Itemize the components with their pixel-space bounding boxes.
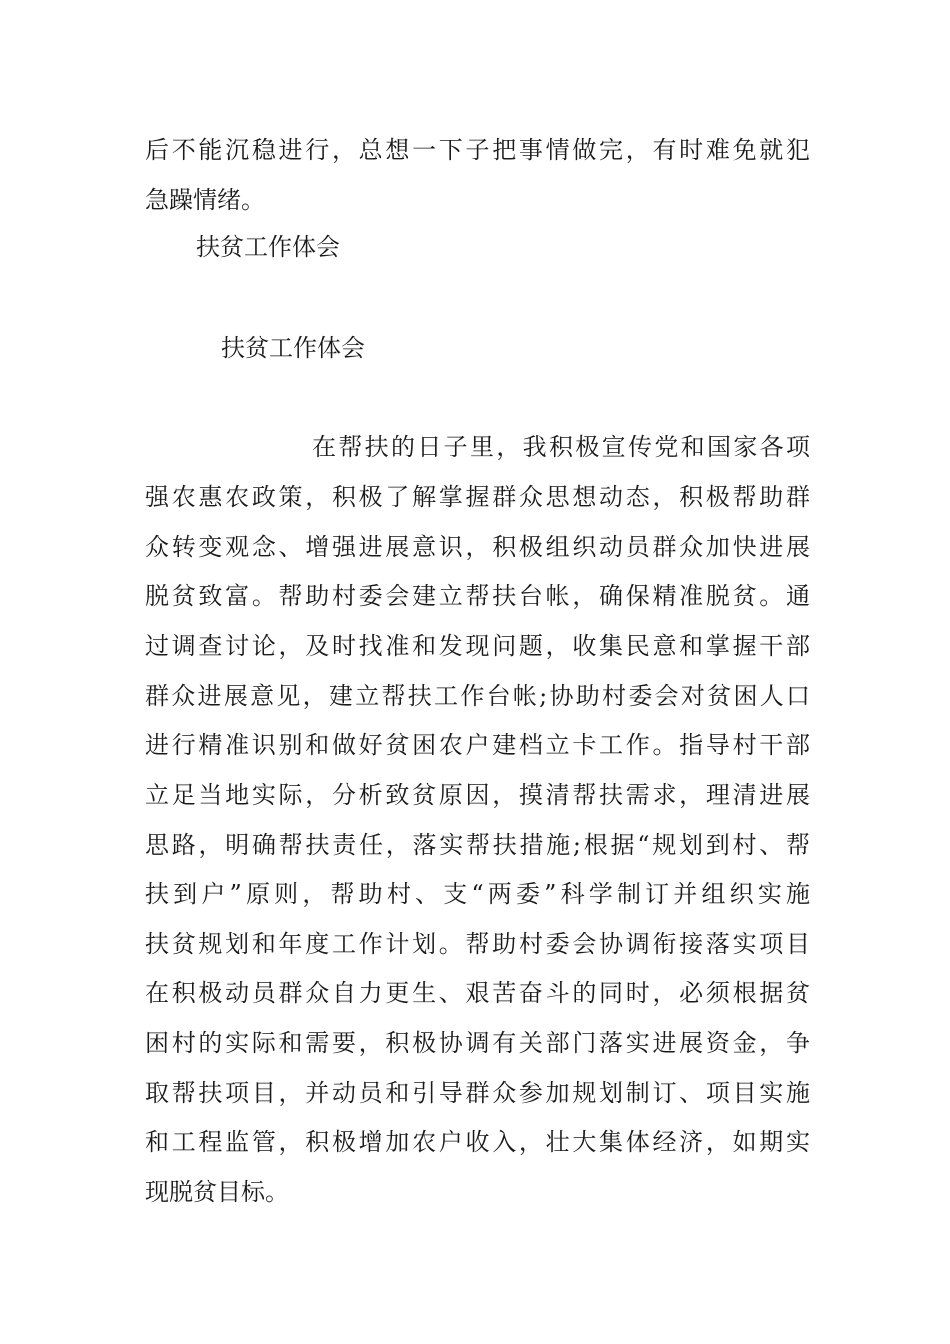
body-line-15: 和工程监管，积极增加农户收入，壮大集体经济，如期实 xyxy=(145,1128,810,1156)
body-line-14: 取帮扶项目，并动员和引导群众参加规划制订、项目实施 xyxy=(145,1079,810,1107)
body-line-13: 困村的实际和需要，积极协调有关部门落实进展资金，争 xyxy=(145,1029,810,1057)
body-line-16: 现脱贫目标。 xyxy=(145,1178,289,1206)
continuation-line-2: 急躁情绪。 xyxy=(145,186,265,214)
body-line-1: 在帮扶的日子里，我积极宣传党和国家各项 xyxy=(312,433,810,461)
body-line-12: 在积极动员群众自力更生、艰苦奋斗的同时，必须根据贫 xyxy=(145,979,810,1007)
section-heading: 扶贫工作体会 xyxy=(196,233,340,261)
body-line-10: 扶到户”原则，帮助村、支“两委”科学制订并组织实施 xyxy=(145,880,810,908)
document-title: 扶贫工作体会 xyxy=(221,334,365,362)
body-line-2: 强农惠农政策，积极了解掌握群众思想动态，积极帮助群 xyxy=(145,483,810,511)
body-line-4: 脱贫致富。帮助村委会建立帮扶台帐，确保精准脱贫。通 xyxy=(145,582,810,610)
body-line-6: 群众进展意见，建立帮扶工作台帐;协助村委会对贫困人口 xyxy=(145,682,810,710)
body-line-7: 进行精准识别和做好贫困农户建档立卡工作。指导村干部 xyxy=(145,731,810,759)
body-line-11: 扶贫规划和年度工作计划。帮助村委会协调衔接落实项目 xyxy=(145,930,810,958)
continuation-line-1: 后不能沉稳进行，总想一下子把事情做完，有时难免就犯 xyxy=(145,136,810,164)
body-line-9: 思路，明确帮扶责任，落实帮扶措施;根据“规划到村、帮 xyxy=(145,831,810,859)
body-line-8: 立足当地实际，分析致贫原因，摸清帮扶需求，理清进展 xyxy=(145,781,810,809)
body-line-5: 过调查讨论，及时找准和发现问题，收集民意和掌握干部 xyxy=(145,632,810,660)
body-line-3: 众转变观念、增强进展意识，积极组织动员群众加快进展 xyxy=(145,533,810,561)
